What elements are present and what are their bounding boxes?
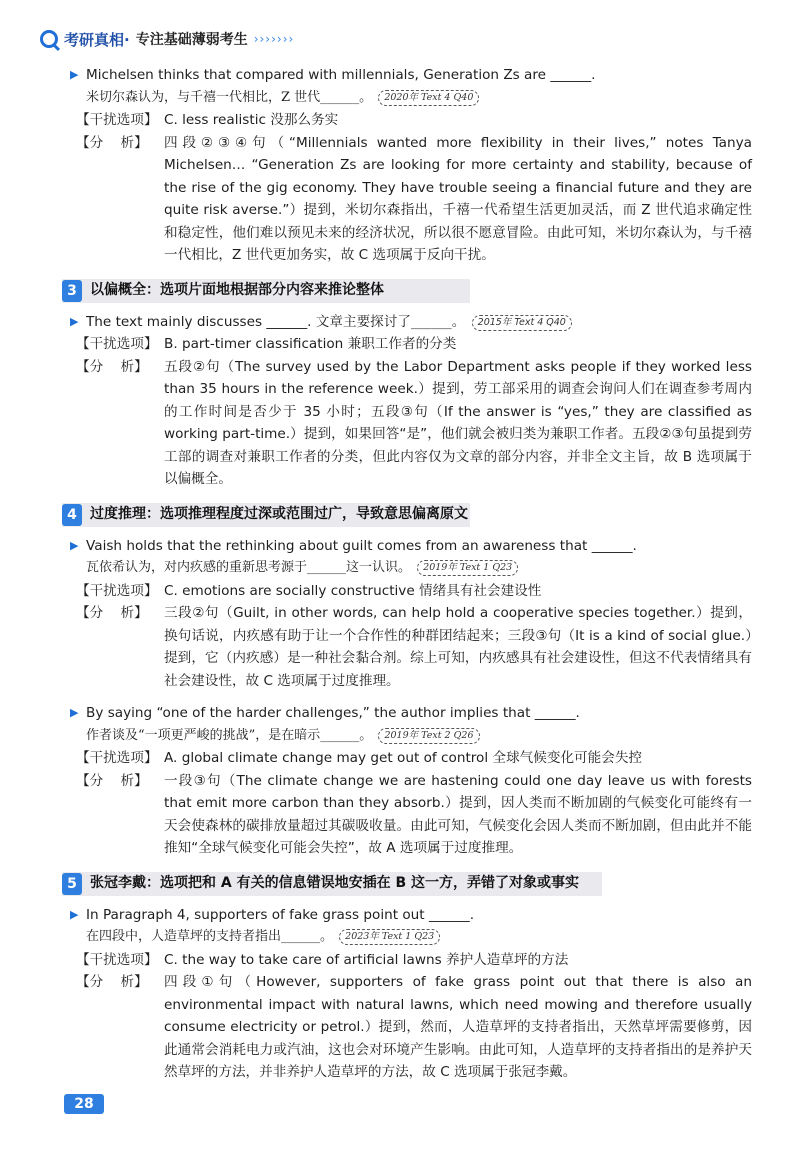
distractor-row (76, 949, 752, 972)
question-en: ▶ Vaish holds that the rethinking about guilt comes from an awareness that ______. (62, 535, 752, 558)
distractor-text: C. emotions are socially constructive 情绪具有社会建设性 (164, 582, 542, 599)
question-en: ▶ In Paragraph 4, supporters of fake grass point out ______. (62, 904, 752, 927)
section-title: 张冠李戴：选项把和 A 有关的信息错误地安插在 B 这一方，弄错了对象或事实 (90, 875, 579, 892)
question-block (62, 904, 752, 1084)
distractor-text: C. the way to take care of artificial lawns 养护人造草坪的方法 (164, 951, 569, 968)
triangle-right-icon: ▶ (70, 706, 79, 719)
analysis-row (76, 770, 752, 860)
page-content (62, 64, 752, 1084)
analysis-label: 【分 析】 (76, 974, 148, 990)
distractor-row (76, 333, 752, 356)
section-title: 以偏概全：选项片面地根据部分内容来推论整体 (90, 282, 384, 299)
source-tag: 2019年 Text 1 Q23 (417, 560, 518, 576)
analysis-row (76, 971, 752, 1084)
section-number: 3 (62, 280, 82, 302)
section-heading-3 (62, 279, 470, 303)
source-tag: 2019年 Text 2 Q26 (378, 728, 479, 744)
section-heading-4 (62, 503, 470, 527)
distractor-label: 【干扰选项】 (76, 112, 158, 128)
section-number: 5 (62, 873, 82, 895)
analysis-row (76, 132, 752, 267)
question-block (62, 702, 752, 860)
section-number: 4 (62, 504, 82, 526)
page-header (40, 26, 294, 52)
analysis-text: 一段③句（The climate change we are hastening could one day leave us with forests that emit more carbon than they absorb.）提到，因人类而不断加剧的气候变化可能终有一天会使森林的碳排放量超过其碳吸收量。由此可知，气候变化会因人类而不断加剧，但由此并不能推知“全球气候变化可能会失控”，故 A 选项属于过度推理。 (164, 772, 752, 856)
analysis-row (76, 356, 752, 491)
question-en: ▶ By saying “one of the harder challenges,” the author implies that ______. (62, 702, 752, 725)
distractor-label: 【干扰选项】 (76, 582, 158, 599)
search-q-logo-icon (40, 30, 58, 48)
triangle-right-icon: ▶ (70, 314, 79, 328)
triangle-right-icon: ▶ (70, 68, 79, 81)
question-block (62, 535, 752, 693)
analysis-label: 【分 析】 (76, 358, 148, 375)
distractor-text: B. part-timer classification 兼职工作者的分类 (164, 336, 457, 352)
section-heading-5 (62, 872, 602, 896)
analysis-text: 三段②句（Guilt, in other words, can help hold a cooperative species together.）提到，换句话说，内疚感有助于让一个合作性的种群团结起来；三段③句（It is a kind of social glue.）提到，它（内疚感）是一种社会黏合剂。综上可知，内疚感具有社会建设性，但这不代表情绪具有社会建设性，故 C 选项属于过度推理。 (164, 605, 752, 689)
chevron-decoration-icon: ››››››› (253, 32, 295, 46)
analysis-label: 【分 析】 (76, 134, 148, 151)
distractor-text: C. less realistic 没那么务实 (164, 112, 339, 128)
distractor-text: A. global climate change may get out of control 全球气候变化可能会失控 (164, 750, 643, 766)
brand-name: 考研真相· (64, 30, 130, 49)
distractor-label: 【干扰选项】 (76, 336, 158, 352)
question-cn: 在四段中，人造草坪的支持者指出______。 2023年 Text 1 Q23 (62, 926, 752, 949)
distractor-row (76, 109, 752, 132)
question-block (62, 311, 752, 491)
question-block (62, 64, 752, 267)
source-tag: 2015年 Text 4 Q40 (472, 315, 572, 331)
triangle-right-icon: ▶ (70, 538, 79, 552)
section-title: 过度推理：选项推理程度过深或范围过广，导致意思偏离原文 (90, 506, 468, 523)
question-en: ▶ Michelsen thinks that compared with millennials, Generation Zs are ______. (62, 64, 752, 87)
tagline: 专注基础薄弱考生 (135, 32, 248, 48)
distractor-row (76, 580, 752, 603)
source-tag: 2023年 Text 1 Q23 (339, 929, 440, 945)
triangle-right-icon: ▶ (70, 907, 79, 921)
distractor-label: 【干扰选项】 (76, 750, 158, 766)
distractor-label: 【干扰选项】 (76, 951, 158, 968)
question-cn: 米切尔森认为，与千禧一代相比，Z 世代______。 2020年 Text 4 Q40 (62, 87, 752, 110)
question-cn: 瓦依希认为，对内疚感的重新思考源于______这一认识。 2019年 Text 1 Q23 (62, 557, 752, 580)
analysis-label: 【分 析】 (76, 772, 148, 789)
source-tag: 2020年 Text 4 Q40 (378, 90, 479, 106)
analysis-label: 【分 析】 (76, 605, 148, 621)
analysis-row (76, 602, 752, 692)
page-number: 28 (64, 1094, 104, 1114)
question-cn: 作者谈及“一项更严峻的挑战”，是在暗示______。 2019年 Text 2 Q26 (62, 725, 752, 748)
analysis-text: 五段②句（The survey used by the Labor Department asks people if they worked less than 35 hours in the reference week.）提到，劳工部采用的调查会询问人们在调查参考周内的工作时间是否少于 35 小时；五段③句（If the answer is “yes,” they are classified as working part-time.）提到，如果回答“是”，他们就会被归类为兼职工作者。五段②③句虽提到劳工部的调查对兼职工作者的分类，但此内容仅为文章的部分内容，并非全文主旨，故 B 选项属于以偏概全。 (164, 358, 752, 487)
distractor-row (76, 747, 752, 770)
analysis-text: 四段②③④句（“Millennials wanted more flexibility in their lives,” notes Tanya Michelsen… “Generation Zs are looking for more certainty and stability, because of the rise of the gig economy. They have trouble seeing a financial future and they are quite risk averse.”）提到，米切尔森指出，千禧一代希望生活更加灵活，而 Z 世代追求确定性和稳定性，他们难以预见未来的经济状况，所以很不愿意冒险。由此可知，米切尔森认为，与千禧一代相比，Z 世代更加务实，故 C 选项属于反向干扰。 (164, 134, 752, 263)
analysis-text: 四段①句（However, supporters of fake grass point out that there is also an environmental impact with natural lawns, which need mowing and therefore usually consume electricity or petrol.）提到，然而，人造草坪的支持者指出，天然草坪需要修剪，因此通常会消耗电力或汽油，这也会对环境产生影响。由此可知，人造草坪的支持者指出的是养护天然草坪的方法，并非养护人造草坪的方法，故 C 选项属于张冠李戴。 (164, 974, 752, 1080)
question-en: ▶ The text mainly discusses ______. 文章主要探讨了______。 2015年 Text 4 Q40 (62, 311, 752, 334)
